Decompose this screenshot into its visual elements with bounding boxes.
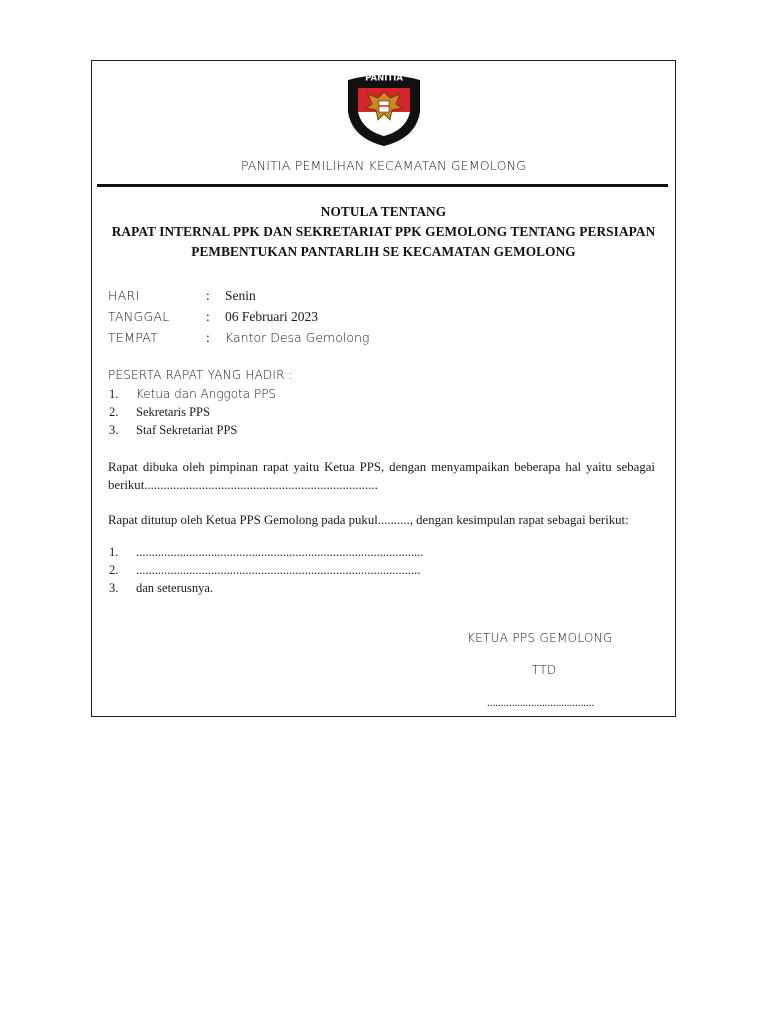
signature-name-placeholder: ....................................... [487, 697, 595, 709]
participant-text: Ketua dan Anggota PPS [136, 387, 277, 401]
title-line-1: NOTULA TENTANG [320, 204, 447, 219]
conclusion-number: 2. [109, 563, 119, 577]
participant-number: 1. [109, 387, 119, 401]
participant-text: Staf Sekretariat PPS [136, 423, 238, 437]
conclusion-text: dan seterusnya. [136, 581, 214, 595]
participant-number: 3. [109, 423, 119, 437]
info-separator: : [206, 330, 210, 345]
info-value: Senin [225, 288, 256, 303]
conclusion-number: 1. [109, 545, 119, 559]
signature-ttd: TTD [532, 663, 557, 677]
opening-paragraph: Rapat dibuka oleh pimpinan rapat yaitu Ketua PPS, dengan menyampaikan beberapa hal yaitu sebagai berikut......................................................................... [108, 460, 655, 492]
info-label: TEMPAT [108, 330, 159, 345]
participant-text: Sekretaris PPS [136, 405, 210, 419]
info-separator: : [206, 288, 210, 303]
closing-paragraph: Rapat ditutup oleh Ketua PPS Gemolong pada pukul.........., dengan kesimpulan rapat sebagai berikut: [108, 513, 629, 527]
conclusion-number: 3. [109, 581, 119, 595]
document-frame [91, 60, 676, 717]
header-divider [97, 184, 668, 187]
title-line-2: RAPAT INTERNAL PPK DAN SEKRETARIAT PPK GEMOLONG TENTANG PERSIAPAN [111, 224, 656, 239]
conclusion-text: ........................................................................................... [136, 563, 421, 577]
info-label: TANGGAL [108, 309, 170, 324]
info-value: 06 Februari 2023 [225, 309, 318, 324]
kpu-logo [344, 68, 424, 148]
organization-name: PANITIA PEMILIHAN KECAMATAN GEMOLONG [240, 158, 527, 173]
info-label: HARI [108, 288, 140, 303]
logo-text-panitia: PANITIA [365, 73, 403, 84]
info-value: Kantor Desa Gemolong [225, 330, 370, 345]
participants-heading: PESERTA RAPAT YANG HADIR : [108, 368, 293, 382]
title-line-3: PEMBENTUKAN PANTARLIH SE KECAMATAN GEMOLONG [191, 244, 576, 259]
participant-number: 2. [109, 405, 119, 419]
conclusion-text: ............................................................................................ [136, 545, 424, 559]
signature-role: KETUA PPS GEMOLONG [467, 631, 613, 645]
info-separator: : [206, 309, 210, 324]
